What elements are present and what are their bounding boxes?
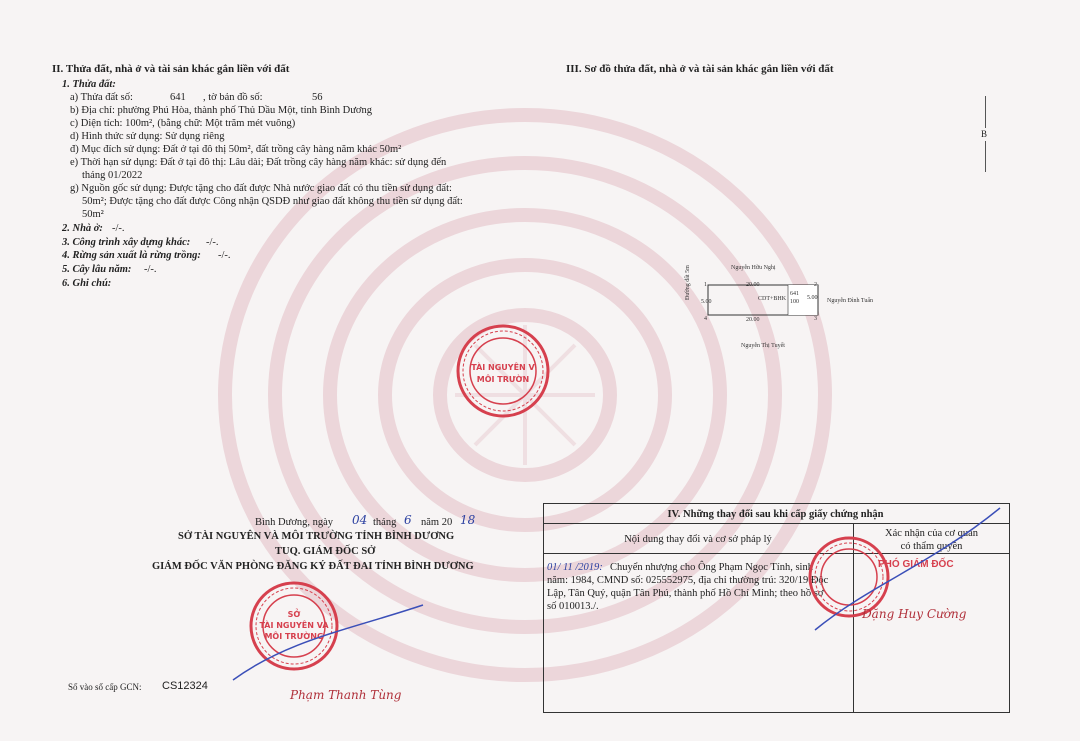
center-seal-line2: MÔI TRƯỜN (476, 375, 530, 384)
other-construction-label: 3. Công trình xây dựng khác: (62, 237, 191, 248)
director-signature: Phạm Thanh Tùng (290, 688, 402, 702)
sketch-north-neighbor: Nguyễn Hữu Nghị (731, 265, 776, 271)
origin-line: g) Nguồn gốc sử dụng: Được tặng cho đất được Nhà nước giao đất có thu tiền sử dụng đất: (70, 183, 452, 194)
sketch-land-code: CDT+BHK (758, 296, 787, 302)
sketch-east-neighbor: Nguyễn Đình Tuấn (827, 298, 874, 304)
sketch-parcel-number: 641 (790, 291, 799, 297)
sketch-left-length: 5.00 (701, 299, 712, 305)
changes-col-confirm-header-1: Xác nhận của cơ quan (884, 528, 978, 539)
sign-year-label: năm 20 (421, 517, 453, 528)
perennial-tree-label: 5. Cây lâu năm: (62, 264, 132, 275)
sketch-point-1: 1 (704, 282, 707, 288)
map-sheet-label: , tờ bản đồ số: (203, 92, 263, 103)
sketch-right-length: 5.00 (807, 295, 818, 301)
confirm-signature: Đặng Huy Cường (862, 607, 967, 621)
section-ii-heading: II. Thửa đất, nhà ở và tài sản khác gắn liền với đất (52, 63, 290, 75)
registry-number: CS12324 (162, 680, 208, 692)
sign-month: 6 (404, 513, 412, 527)
change-entry-date: 01/ 11 /2019: (547, 562, 603, 573)
confirm-title: PHÓ GIÁM ĐỐC (878, 559, 954, 570)
land-label: 1. Thửa đất: (62, 79, 116, 90)
planted-forest-value: -/-. (218, 250, 231, 261)
issuing-agency: SỞ TÀI NGUYÊN VÀ MÔI TRƯỜNG TỈNH BÌNH DƯƠNG (178, 531, 455, 542)
map-sheet-number: 56 (312, 92, 323, 103)
parcel-number-label: a) Thửa đất số: (70, 92, 133, 103)
sign-month-label: tháng (373, 517, 397, 528)
change-entry-line3: Lập, Tân Quý, quận Tân Phú, thành phố Hồ Chí Minh; theo hồ sơ (547, 588, 824, 599)
left-seal-line2: MÔI TRƯỜNG (264, 632, 324, 641)
sketch-south-neighbor: Nguyễn Thị Tuyết (741, 343, 785, 349)
sign-date-prefix: Bình Dương, ngày (255, 517, 334, 528)
origin-line-3: 50m² (82, 209, 104, 220)
sketch-top-length: 20.00 (746, 282, 760, 288)
sketch-west-road: Đường đất 5m (685, 265, 691, 300)
changes-col-confirm-header-2: có thẩm quyền (900, 541, 963, 552)
parcel-sketch (670, 260, 910, 360)
parcel-number: 641 (170, 92, 186, 103)
house-label: 2. Nhà ở: (62, 223, 103, 234)
sketch-point-3: 3 (814, 316, 817, 322)
section-iii-heading: III. Sơ đồ thửa đất, nhà ở và tài sản khác gắn liền với đất (566, 63, 834, 75)
signature-stroke (228, 600, 428, 690)
sketch-point-4: 4 (704, 316, 707, 322)
usage-term-line: e) Thời hạn sử dụng: Đất ở tại đô thị: Lâu dài; Đất trồng cây hàng năm khác: sử dụng đến (70, 157, 447, 168)
authorized-by: TUQ. GIÁM ĐỐC SỞ (275, 546, 376, 557)
signer-title: GIÁM ĐỐC VĂN PHÒNG ĐĂNG KÝ ĐẤT ĐAI TỈNH BÌNH DƯƠNG (152, 561, 474, 572)
other-construction-value: -/-. (206, 237, 219, 248)
address-line: b) Địa chỉ: phường Phú Hòa, thành phố Thủ Dầu Một, tỉnh Bình Dương (70, 105, 372, 116)
change-entry-line2: năm: 1984, CMND số: 025552975, địa chỉ thường trú: 320/19 Độc (547, 575, 829, 586)
center-seal-line1: TÀI NGUYÊN V (471, 363, 535, 372)
changes-table-title: IV. Những thay đổi sau khi cấp giấy chứng nhận (667, 509, 884, 520)
planted-forest-label: 4. Rừng sản xuất là rừng trồng: (62, 250, 201, 261)
usage-purpose-line: đ) Mục đích sử dụng: Đất ở tại đô thị 50m², đất trồng cây hàng năm khác 50m² (70, 144, 402, 155)
usage-form-line: d) Hình thức sử dụng: Sử dụng riêng (70, 131, 225, 142)
changes-col-content-header: Nội dung thay đổi và cơ sở pháp lý (624, 534, 772, 545)
left-seal-top: SỞ (287, 610, 301, 619)
sign-day: 04 (352, 513, 368, 527)
sketch-area: 100 (790, 299, 799, 305)
change-entry-line1: Chuyển nhượng cho Ông Phạm Ngọc Tính, sinh (610, 562, 813, 573)
perennial-tree-value: -/-. (144, 264, 157, 275)
change-entry-line4: số 010013./. (547, 601, 599, 612)
left-seal-line1: TÀI NGUYÊN VÀ (259, 621, 329, 630)
sketch-point-2: 2 (814, 282, 817, 288)
side-mark: B (981, 129, 988, 139)
origin-line-2: 50m²; Được tặng cho đất được Công nhận QSDĐ như giao đất không thu tiền sử dụng đất: (82, 196, 463, 207)
area-line: c) Diện tích: 100m², (bằng chữ: Một trăm mét vuông) (70, 118, 296, 129)
registry-label: Số vào sổ cấp GCN: (68, 682, 142, 692)
sign-year-suffix: 18 (460, 513, 476, 527)
house-value: -/-. (112, 223, 125, 234)
sketch-bottom-length: 20.00 (746, 317, 760, 323)
note-label: 6. Ghi chú: (62, 278, 112, 289)
usage-term-line-2: tháng 01/2022 (82, 170, 143, 181)
